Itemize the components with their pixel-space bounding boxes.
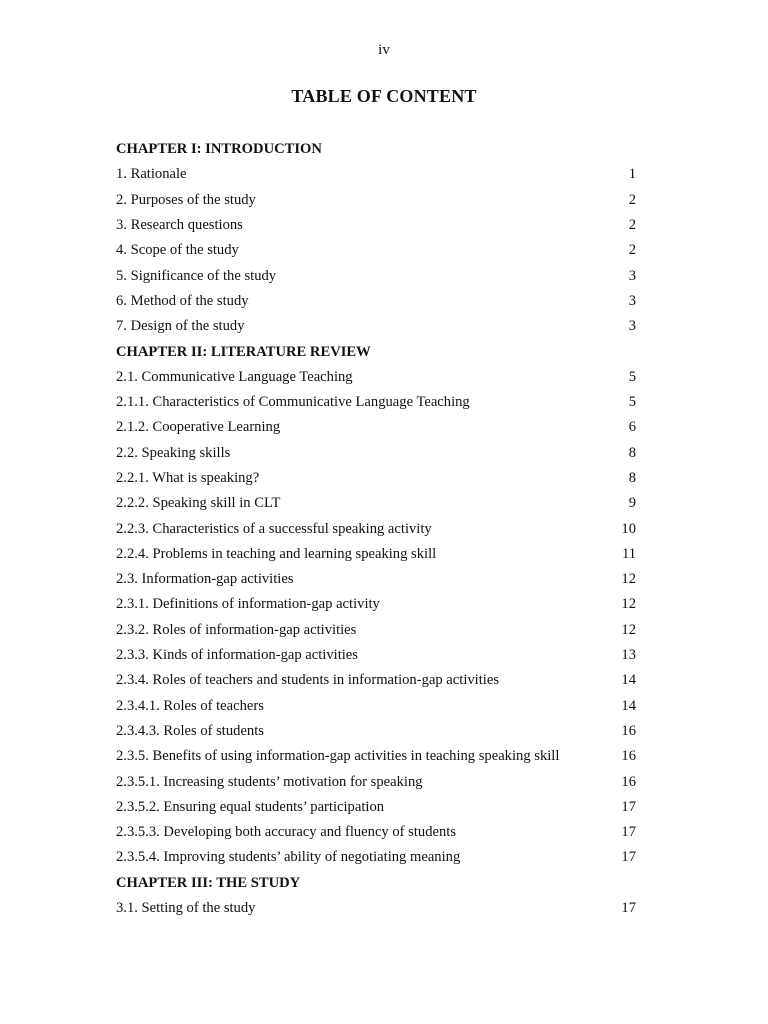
toc-entry (116, 845, 636, 870)
toc-entry (116, 744, 636, 769)
toc-entry-label: 2.3.5.1. Increasing students’ motivation for speaking (116, 773, 423, 790)
toc-entry (116, 542, 636, 567)
toc-entry-page-number: 17 (621, 798, 636, 815)
toc-entry (116, 188, 636, 213)
toc-entry-page-number: 17 (621, 849, 636, 866)
chapter-heading-label: CHAPTER II: LITERATURE REVIEW (116, 343, 371, 360)
toc-entry-label: 2.3.5.4. Improving students’ ability of negotiating meaning (116, 849, 461, 866)
chapter-heading (116, 137, 636, 162)
toc-entry-page-number: 2 (628, 217, 636, 234)
toc-entry-page-number: 9 (628, 495, 636, 512)
toc-entry-page-number: 16 (621, 773, 636, 790)
table-of-contents (116, 137, 636, 921)
toc-entry-label: 5. Significance of the study (116, 267, 277, 284)
toc-entry-label: 2.3. Information-gap activities (116, 571, 294, 588)
toc-entry (116, 820, 636, 845)
toc-entry-page-number: 12 (621, 621, 636, 638)
toc-entry-page-number: 2 (628, 242, 636, 259)
toc-entry-page-number: 12 (621, 571, 636, 588)
chapter-heading-label: CHAPTER I: INTRODUCTION (116, 141, 322, 158)
toc-entry (116, 314, 636, 339)
toc-entry-label: 2.3.5.2. Ensuring equal students’ participation (116, 798, 385, 815)
toc-entry-label: 2.3.2. Roles of information-gap activities (116, 621, 357, 638)
toc-entry-page-number: 5 (628, 394, 636, 411)
toc-entry (116, 390, 636, 415)
toc-entry-label: 2.3.5.3. Developing both accuracy and fluency of students (116, 824, 457, 841)
toc-entry-page-number: 17 (621, 824, 636, 841)
toc-entry-label: 2. Purposes of the study (116, 191, 256, 208)
toc-entry (116, 213, 636, 238)
toc-entry (116, 263, 636, 288)
page-title: TABLE OF CONTENT (291, 86, 477, 106)
toc-entry-page-number: 12 (621, 596, 636, 613)
toc-entry (116, 466, 636, 491)
toc-entry-page-number: 17 (621, 900, 636, 917)
toc-entry-label: 1. Rationale (116, 166, 187, 183)
toc-entry-page-number: 3 (628, 318, 636, 335)
toc-entry (116, 769, 636, 794)
toc-entry (116, 238, 636, 263)
toc-entry-page-number: 16 (621, 748, 636, 765)
toc-entry-label: 3.1. Setting of the study (116, 900, 256, 917)
toc-entry-label: 2.1.2. Cooperative Learning (116, 419, 281, 436)
toc-entry (116, 567, 636, 592)
chapter-heading (116, 871, 636, 896)
toc-entry-page-number: 3 (628, 292, 636, 309)
toc-entry-page-number: 6 (628, 419, 636, 436)
toc-entry-page-number: 16 (621, 722, 636, 739)
toc-entry (116, 162, 636, 187)
toc-entry (116, 365, 636, 390)
toc-entry-page-number: 5 (628, 368, 636, 385)
toc-entry (116, 592, 636, 617)
toc-entry-label: 2.3.3. Kinds of information-gap activities (116, 647, 358, 664)
toc-entry-label: 2.2.3. Characteristics of a successful speaking activity (116, 520, 432, 537)
toc-entry-page-number: 8 (628, 444, 636, 461)
toc-entry (116, 694, 636, 719)
toc-entry-label: 2.3.4.1. Roles of teachers (116, 697, 264, 714)
toc-entry-label: 2.3.4. Roles of teachers and students in information-gap activities (116, 672, 499, 689)
toc-entry-page-number: 8 (628, 470, 636, 486)
toc-entry (116, 795, 636, 820)
toc-entry-label: 2.1. Communicative Language Teaching (116, 368, 353, 385)
toc-entry-label: 2.3.1. Definitions of information-gap activity (116, 596, 380, 613)
chapter-heading-label: CHAPTER III: THE STUDY (116, 874, 301, 891)
toc-entry (116, 289, 636, 314)
toc-entry (116, 441, 636, 466)
toc-entry-page-number: 2 (628, 191, 636, 208)
toc-entry-label: 3. Research questions (116, 217, 243, 234)
toc-entry-label: 2.3.5. Benefits of using information-gap activities in teaching speaking skill (116, 748, 560, 765)
toc-entry (116, 516, 636, 541)
toc-entry-page-number: 11 (621, 545, 636, 562)
toc-entry-page-number: 3 (628, 267, 636, 284)
toc-entry-label: 4. Scope of the study (116, 242, 239, 259)
toc-entry-page-number: 13 (621, 647, 636, 664)
toc-entry-page-number: 10 (621, 520, 636, 537)
toc-entry-page-number: 14 (621, 672, 636, 689)
toc-entry (116, 719, 636, 744)
toc-entry-label: 6. Method of the study (116, 292, 249, 309)
toc-entry-label: 2.2.2. Speaking skill in CLT (116, 495, 281, 512)
toc-entry-page-number: 14 (621, 697, 636, 714)
toc-entry (116, 618, 636, 643)
toc-entry-label: 2.1.1. Characteristics of Communicative Language Teaching (116, 394, 470, 411)
page-number: iv (378, 42, 390, 58)
toc-entry (116, 491, 636, 516)
toc-entry-label: 2.2.1. What is speaking? (116, 470, 260, 486)
toc-entry (116, 668, 636, 693)
toc-entry (116, 643, 636, 668)
chapter-heading (116, 339, 636, 364)
toc-entry (116, 415, 636, 440)
toc-entry (116, 896, 636, 921)
toc-entry-label: 2.2.4. Problems in teaching and learning speaking skill (116, 545, 437, 562)
toc-entry-label: 7. Design of the study (116, 318, 245, 335)
toc-entry-label: 2.3.4.3. Roles of students (116, 722, 264, 739)
toc-entry-page-number: 1 (628, 166, 636, 183)
toc-entry-label: 2.2. Speaking skills (116, 444, 231, 461)
